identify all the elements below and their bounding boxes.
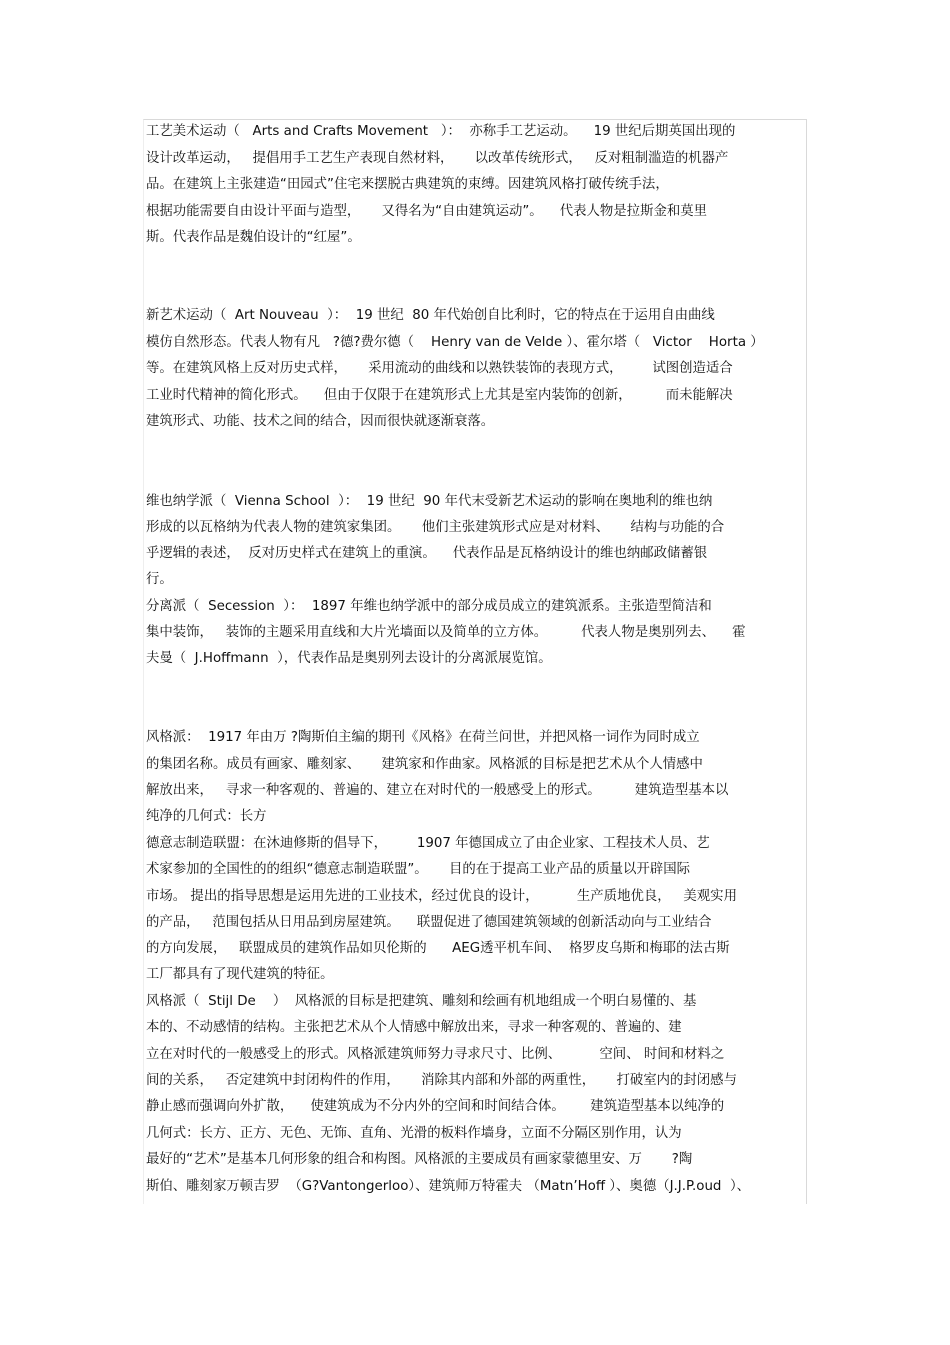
text-line: 间的关系， 否定建筑中封闭构件的作用， 消除其内部和外部的两重性， 打破室内的封闭感与: [146, 1073, 737, 1088]
text-line: 市场。 提出的指导思想是运用先进的工业技术，经过优良的设计， 生产质地优良， 美观实用: [146, 889, 737, 904]
text-line: 分离派（ Secession ）： 1897 年维也纳学派中的部分成员成立的建筑派系。主张造型简洁和: [146, 599, 712, 614]
text-line: 术家参加的全国性的的组织“德意志制造联盟”。 目的在于提高工业产品的质量以开辟国际: [146, 862, 690, 877]
text-line: 斯伯、雕刻家万顿吉罗 （G?Vantongerloo）、建筑师万特霍夫 （Matn’Hoff ）、奥德（J.J.P.oud ）、: [146, 1179, 751, 1194]
text-line: 集中装饰， 装饰的主题采用直线和大片光墙面以及简单的立方体。 代表人物是奥别列去、 霍: [146, 625, 746, 640]
text-line: 行。: [146, 572, 173, 587]
text-line: 几何式：长方、正方、无色、无饰、直角、光滑的板料作墙身，立面不分隔区别作用，认为: [146, 1126, 682, 1141]
text-line: 夫曼（ J.Hoffmann ），代表作品是奥别列去设计的分离派展览馆。: [146, 651, 552, 666]
text-line: 等。在建筑风格上反对历史式样， 采用流动的曲线和以熟铁装饰的表现方式， 试图创造适合: [146, 361, 733, 376]
text-line: 最好的“艺术”是基本几何形象的组合和构图。风格派的主要成员有画家蒙德里安、万 ?陶: [146, 1152, 693, 1167]
text-line: 根据功能需要自由设计平面与造型， 又得名为“自由建筑运动”。 代表人物是拉斯金和莫里: [146, 204, 708, 219]
text-line: 模仿自然形态。代表人物有凡 ?德?费尔德（ Henry van de Velde ）、霍尔塔（ Victor Horta ）: [146, 335, 764, 350]
text-line: 斯。代表作品是魏伯设计的“红屋”。: [146, 230, 361, 245]
text-line: 新艺术运动（ Art Nouveau ）： 19 世纪 80 年代始创自比利时，它的特点在于运用自由曲线: [146, 308, 715, 323]
text-line: 工厂都具有了现代建筑的特征。: [146, 967, 334, 982]
text-line: 维也纳学派（ Vienna School ）： 19 世纪 90 年代末受新艺术运动的影响在奥地利的维也纳: [146, 494, 713, 509]
text-line: 纯净的几何式：长方: [146, 809, 267, 824]
text-line: 立在对时代的一般感受上的形式。风格派建筑师努力寻求尺寸、比例、 空间、 时间和材料之: [146, 1047, 725, 1062]
text-line: 风格派（ Stijl De ） 风格派的目标是把建筑、雕刻和绘画有机地组成一个明白易懂的、基: [146, 994, 697, 1009]
text-line: 解放出来， 寻求一种客观的、普遍的、建立在对时代的一般感受上的形式。 建筑造型基本以: [146, 783, 729, 798]
text-line: 风格派： 1917 年由万 ?陶斯伯主编的期刊《风格》在荷兰问世，并把风格一词作为同时成立: [146, 730, 700, 745]
text-line: 设计改革运动， 提倡用手工艺生产表现自然材料， 以改革传统形式， 反对粗制滥造的机器产: [146, 151, 729, 166]
text-line: 的方向发展， 联盟成员的建筑作品如贝伦斯的 AEG透平机车间、 格罗皮乌斯和梅耶的法古斯: [146, 941, 730, 956]
text-line: 本的、不动感情的结构。主张把艺术从个人情感中解放出来，寻求一种客观的、普遍的、建: [146, 1020, 682, 1035]
text-line: 建筑形式、功能、技术之间的结合，因而很快就逐渐衰落。: [146, 414, 495, 429]
text-line: 静止感而强调向外扩散， 使建筑成为不分内外的空间和时间结合体。 建筑造型基本以纯净的: [146, 1099, 725, 1114]
text-line: 德意志制造联盟：在沐迪修斯的倡导下， 1907 年德国成立了由企业家、工程技术人员、艺: [146, 836, 710, 851]
text-line: 工艺美术运动（ Arts and Crafts Movement ）： 亦称手工艺运动。 19 世纪后期英国出现的: [146, 124, 736, 139]
text-line: 的集团名称。成员有画家、雕刻家、 建筑家和作曲家。风格派的目标是把艺术从个人情感中: [146, 757, 703, 772]
text-line: 工业时代精神的简化形式。 但由于仅限于在建筑形式上尤其是室内装饰的创新， 而未能解决: [146, 388, 733, 403]
text-line: 品。在建筑上主张建造“田园式”住宅来摆脱古典建筑的束缚。因建筑风格打破传统手法，: [146, 177, 669, 192]
text-line: 的产品， 范围包括从日用品到房屋建筑。 联盟促进了德国建筑领域的创新活动向与工业结合: [146, 915, 712, 930]
text-line: 形成的以瓦格纳为代表人物的建筑家集团。 他们主张建筑形式应是对材料、 结构与功能的合: [146, 520, 725, 535]
text-line: 乎逻辑的表述， 反对历史样式在建筑上的重演。 代表作品是瓦格纳设计的维也纳邮政储蓄银: [146, 546, 708, 561]
